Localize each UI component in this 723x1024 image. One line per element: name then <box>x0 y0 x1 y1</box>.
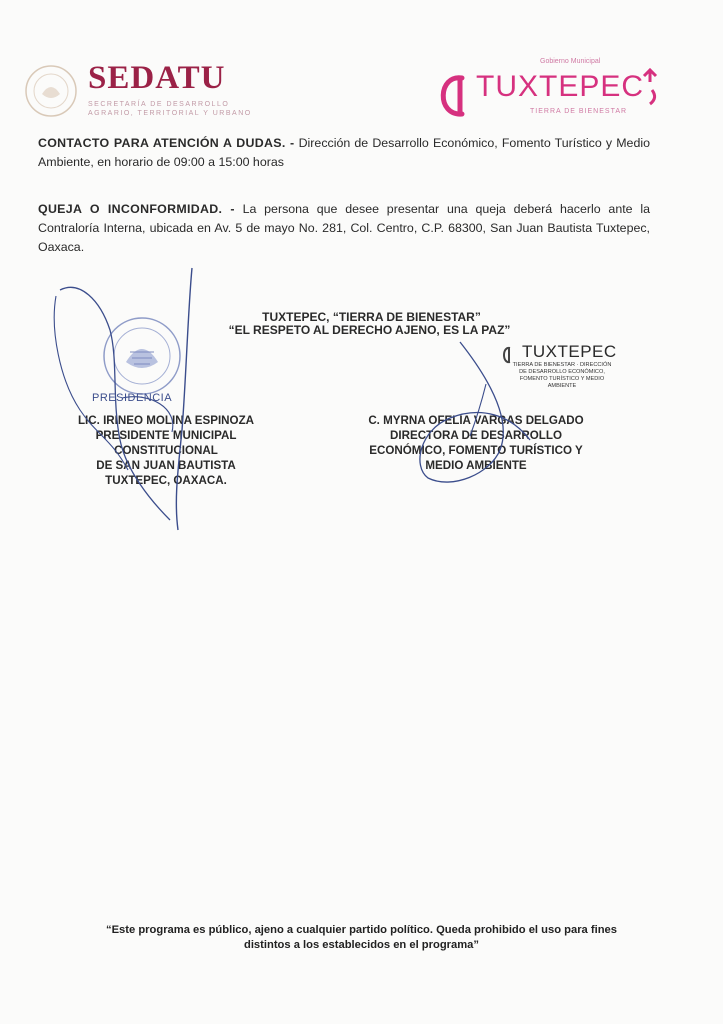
footer-line-1: “Este programa es público, ajeno a cualquier partido político. Queda prohibido el uso para fines <box>106 924 617 936</box>
right-signer-role-2: ECONÓMICO, FOMENTO TURÍSTICO Y <box>369 444 583 457</box>
slogan-line-2: “EL RESPETO AL DERECHO AJENO, ES LA PAZ” <box>228 323 511 337</box>
left-signer-role-3: DE SAN JUAN BAUTISTA <box>96 459 236 472</box>
right-signer-role-1: DIRECTORA DE DESARROLLO <box>390 429 562 442</box>
mexico-coat-of-arms-icon <box>24 64 78 118</box>
slogan-line-1: TUXTEPEC, “TIERRA DE BIENESTAR” <box>262 310 481 324</box>
left-signer-role-2: CONSTITUCIONAL <box>114 444 218 457</box>
tuxtepec-logo-subtitle: TIERRA DE BIENESTAR <box>530 108 628 115</box>
contact-text: Dirección de Desarrollo Económico, Fomento Turístico y Medio Ambiente, en horario de 09:00 a 15:00 horas <box>38 136 650 169</box>
tuxtepec-logo-name: TUXTEPEC <box>476 70 645 103</box>
stamp-name: TUXTEPEC <box>522 342 617 361</box>
right-signer-name: C. MYRNA OFELIA VARGAS DELGADO <box>368 414 584 427</box>
footer-legend <box>60 923 663 953</box>
left-signer-role-4: TUXTEPEC, OAXACA. <box>105 474 227 487</box>
left-signature-block <box>58 413 274 488</box>
complaint-text: La persona que desee presentar una queja deberá hacerlo ante la Contraloría Interna, ubicada en Av. 5 de mayo No. 281, Col. Centro, C.P. 68300, San Juan Bautista Tuxtepec, Oaxaca. <box>38 202 650 254</box>
left-signer-role-1: PRESIDENTE MUNICIPAL <box>95 429 237 442</box>
sedatu-logo-name: SEDATU <box>88 60 226 96</box>
sedatu-logo-subtitle: SECRETARÍA DE DESARROLLO AGRARIO, TERRITORIAL Y URBANO <box>88 101 252 117</box>
presidency-seal-icon <box>90 312 190 402</box>
right-signature-block <box>340 413 612 473</box>
presidency-seal-text: PRESIDENCIA <box>92 392 173 404</box>
tuxtepec-logo-small-text: Gobierno Municipal <box>540 58 601 65</box>
footer-line-2: distintos a los establecidos en el programa” <box>243 939 479 951</box>
contact-label: CONTACTO PARA ATENCIÓN A DUDAS. - <box>38 136 295 150</box>
complaint-paragraph <box>38 200 650 257</box>
complaint-label: QUEJA O INCONFORMIDAD. - <box>38 202 235 216</box>
left-signer-name: LIC. IRINEO MOLINA ESPINOZA <box>77 414 255 427</box>
contact-paragraph <box>38 134 650 172</box>
stamp-text: TIERRA DE BIENESTAR · DIRECCIÓN DE DESARROLLO ECONÓMICO, FOMENTO TURÍSTICO Y MEDIO AMBIENTE <box>512 362 612 389</box>
right-signer-role-3: MEDIO AMBIENTE <box>425 459 527 472</box>
